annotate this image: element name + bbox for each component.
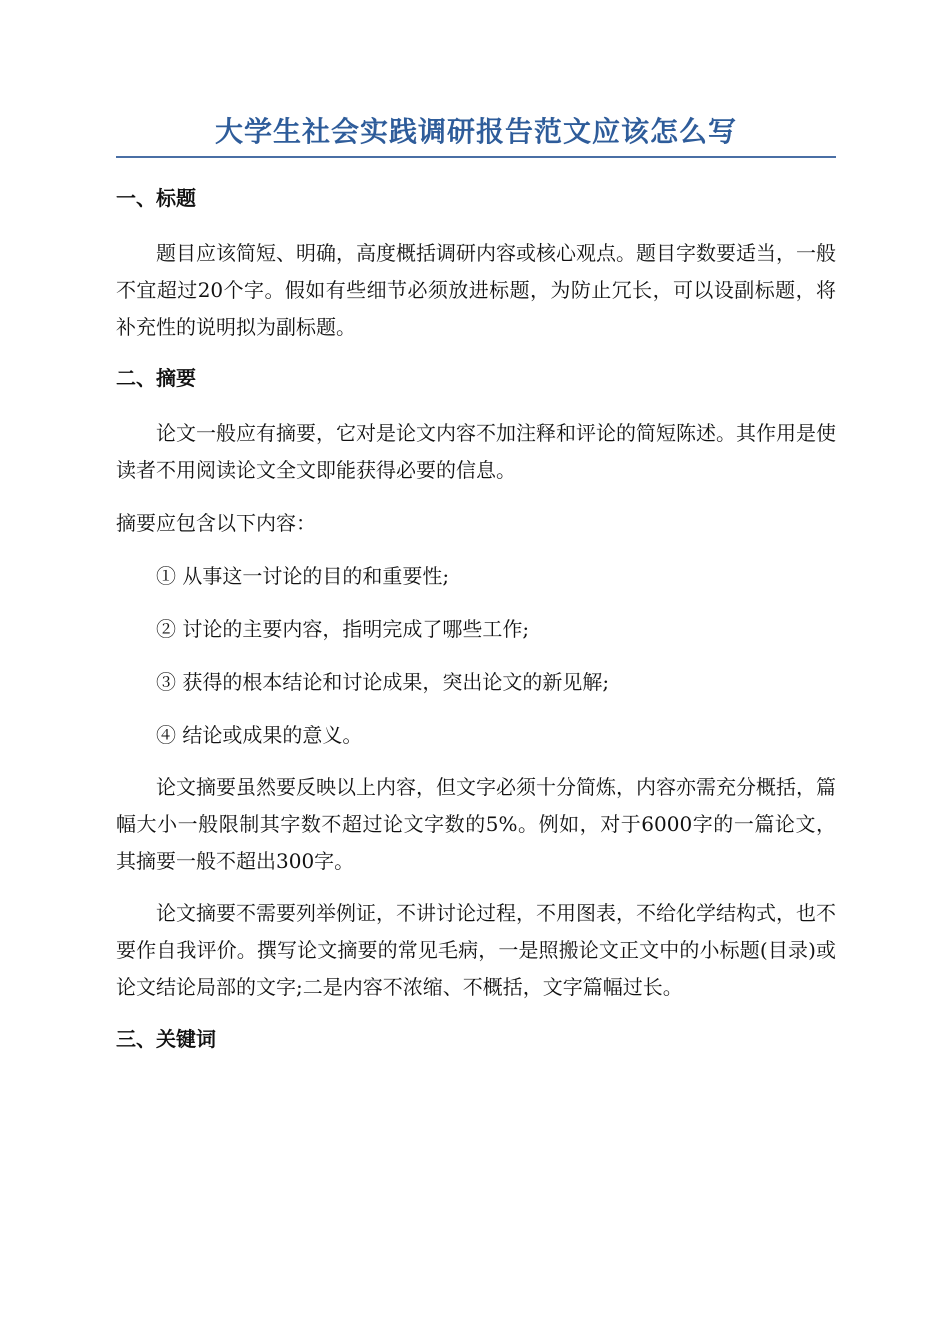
- list-item: ④ 结论或成果的意义。: [156, 723, 363, 747]
- paragraph-abstract-intro: 论文一般应有摘要，它对是论文内容不加注释和评论的简短陈述。其作用是使读者不用阅读论文全文即能获得必要的信息。: [116, 421, 836, 482]
- list-item: ② 讨论的主要内容，指明完成了哪些工作;: [156, 617, 530, 641]
- document-page: [116, 110, 836, 1054]
- document-title: 大学生社会实践调研报告范文应该怎么写: [116, 110, 836, 158]
- paragraph-abstract-contents-lead: 摘要应包含以下内容：: [116, 511, 316, 535]
- section-heading-abstract: 二、摘要: [116, 366, 196, 390]
- paragraph-abstract-mistakes: 论文摘要不需要列举例证，不讲讨论过程，不用图表，不给化学结构式，也不要作自我评价。撰写论文摘要的常见毛病，一是照搬论文正文中的小标题(目录)或论文结论局部的文字;二是内容不浓缩、不概括，文字篇幅过长。: [116, 901, 836, 999]
- list-item: ③ 获得的根本结论和讨论成果，突出论文的新见解;: [156, 670, 610, 694]
- section-heading-keywords: 三、关键词: [116, 1027, 216, 1051]
- paragraph-title-guidance: 题目应该简短、明确，高度概括调研内容或核心观点。题目字数要适当，一般不宜超过20个字。假如有些细节必须放进标题，为防止冗长，可以设副标题，将补充性的说明拟为副标题。: [116, 241, 836, 339]
- list-item: ① 从事这一讨论的目的和重要性;: [156, 564, 450, 588]
- section-heading-title: 一、标题: [116, 186, 196, 210]
- paragraph-abstract-length: 论文摘要虽然要反映以上内容，但文字必须十分简炼，内容亦需充分概括，篇幅大小一般限制其字数不超过论文字数的5%。例如，对于6000字的一篇论文，其摘要一般不超出300字。: [116, 775, 836, 873]
